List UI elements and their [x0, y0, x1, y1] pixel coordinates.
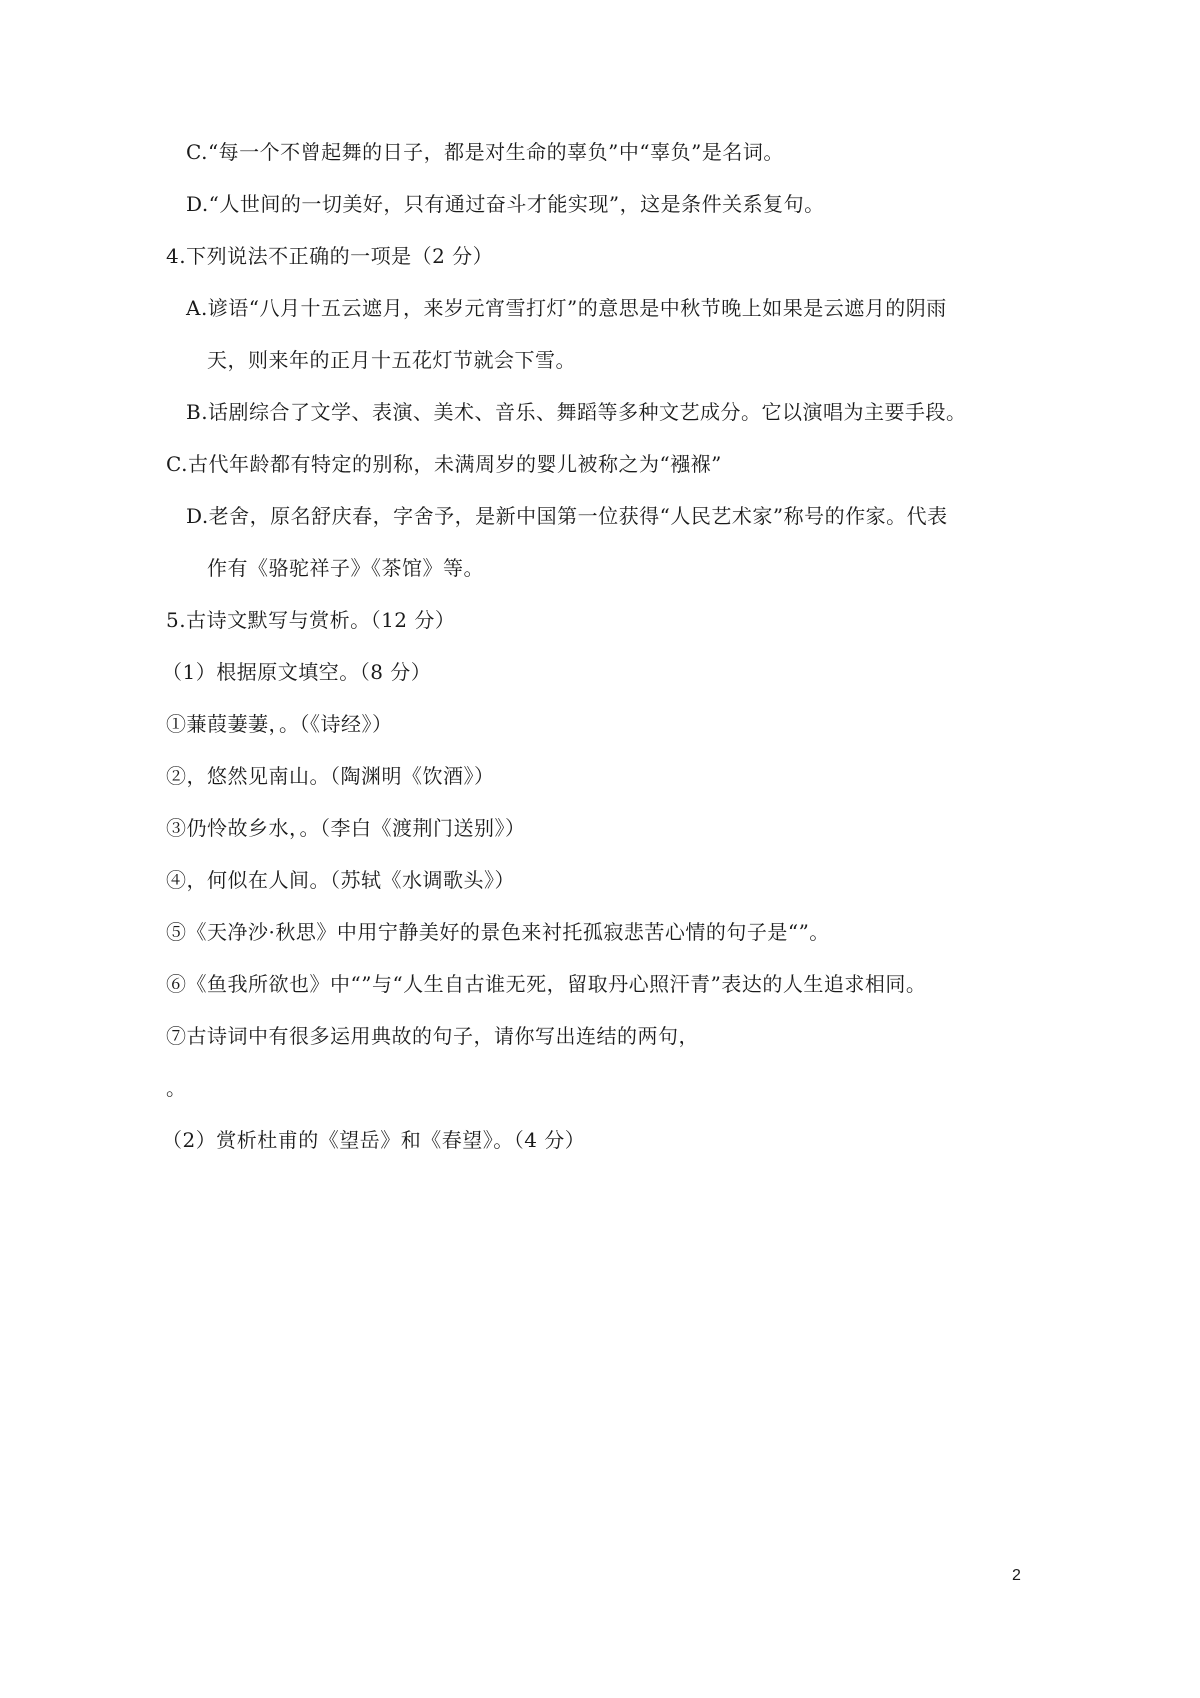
q5-item-7: ⑦古诗词中有很多运用典故的句子，请你写出连结的两句，	[166, 1024, 699, 1048]
q4-option-d-line1: D.老舍，原名舒庆春，字舍予，是新中国第一位获得“人民艺术家”称号的作家。代表	[186, 504, 948, 528]
q5-part2-title: （2）赏析杜甫的《望岳》和《春望》。（4 分）	[162, 1128, 586, 1152]
q4-option-c: C.古代年龄都有特定的别称，未满周岁的婴儿被称之为“襁褓”	[166, 452, 722, 476]
q5-item-3: ③仍怜故乡水，。（李白《渡荆门送别》）	[166, 816, 526, 840]
q5-item-1: ①蒹葭萋萋，。（《诗经》）	[166, 712, 393, 736]
q5-item-6: ⑥《鱼我所欲也》中“”与“人生自古谁无死，留取丹心照汗青”表达的人生追求相同。	[166, 972, 927, 996]
q3-option-c: C.“每一个不曾起舞的日子，都是对生命的辜负”中“辜负”是名词。	[186, 140, 784, 164]
q4-option-b: B.话剧综合了文学、表演、美术、音乐、舞蹈等多种文艺成分。它以演唱为主要手段。	[186, 400, 967, 424]
q4-option-a-line1: A.谚语“八月十五云遮月，来岁元宵雪打灯”的意思是中秋节晚上如果是云遮月的阴雨	[186, 296, 947, 320]
q5-item-7-continuation: 。	[166, 1076, 187, 1100]
q4-option-a-line2: 天，则来年的正月十五花灯节就会下雪。	[207, 348, 576, 372]
q5-item-4: ④，何似在人间。（苏轼《水调歌头》）	[166, 868, 515, 892]
q4-option-d-line2: 作有《骆驼祥子》《茶馆》等。	[207, 556, 484, 580]
q5-item-2: ②，悠然见南山。（陶渊明《饮酒》）	[166, 764, 495, 788]
q5-item-5: ⑤《天净沙·秋思》中用宁静美好的景色来衬托孤寂悲苦心情的句子是“”。	[166, 920, 830, 944]
page-number: 2	[1012, 1567, 1021, 1584]
q5-stem: 5.古诗文默写与赏析。（12 分）	[166, 608, 456, 632]
q3-option-d: D.“人世间的一切美好，只有通过奋斗才能实现”，这是条件关系复句。	[186, 192, 825, 216]
q5-part1-title: （1）根据原文填空。（8 分）	[162, 660, 432, 684]
q4-stem: 4.下列说法不正确的一项是（2 分）	[166, 244, 494, 268]
